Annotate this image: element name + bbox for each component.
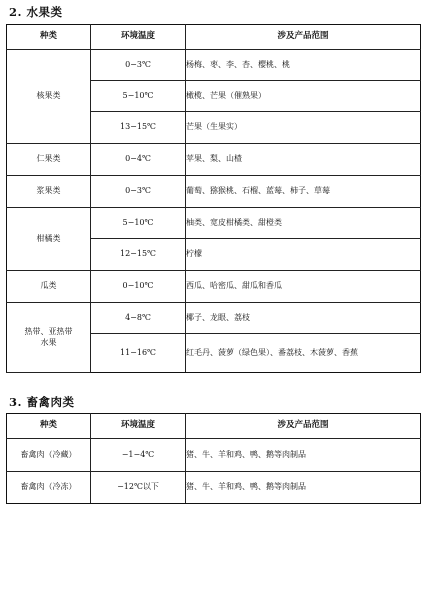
temperature-cell: −12℃以下	[91, 472, 186, 504]
header-temperature: 环境温度	[91, 25, 186, 50]
temperature-cell: 11−16℃	[91, 334, 186, 373]
category-cell: 浆果类	[7, 176, 91, 208]
temperature-cell: 0−3℃	[91, 176, 186, 208]
table-row	[7, 208, 421, 239]
header-temperature: 环境温度	[91, 414, 186, 439]
meat-section-title: 3. 畜禽肉类	[9, 395, 75, 409]
table-row	[7, 176, 421, 208]
header-category: 种类	[7, 414, 91, 439]
header-products: 涉及产品范围	[186, 414, 421, 439]
category-line: 热带、亚热带	[24, 326, 73, 336]
products-cell: 葡萄、猕猴桃、石榴、蓝莓、柿子、草莓	[186, 176, 421, 208]
category-line: 水果	[40, 337, 57, 347]
temperature-cell: 0−3℃	[91, 50, 186, 81]
products-cell: 椰子、龙眼、荔枝	[186, 303, 421, 334]
fruit-section-title: 2. 水果类	[9, 5, 63, 19]
products-cell: 红毛丹、菠萝（绿色果）、番荔枝、木菠萝、香蕉	[186, 334, 421, 373]
products-cell: 柚类、宽皮柑橘类、甜橙类	[186, 208, 421, 239]
temperature-cell: 0−10℃	[91, 271, 186, 303]
table-row	[7, 439, 421, 472]
temperature-cell: 5−10℃	[91, 208, 186, 239]
temperature-cell: −1−4℃	[91, 439, 186, 472]
products-cell: 猪、牛、羊和鸡、鸭、鹅等肉制品	[186, 439, 421, 472]
meat-table	[6, 413, 421, 504]
table-header-row	[7, 414, 421, 439]
table-row	[7, 472, 421, 504]
products-cell: 西瓜、哈密瓜、甜瓜和香瓜	[186, 271, 421, 303]
products-cell: 杨梅、枣、李、杏、樱桃、桃	[186, 50, 421, 81]
products-cell: 柠檬	[186, 239, 421, 271]
category-cell: 柑橘类	[7, 208, 91, 271]
products-cell: 芒果（生果实）	[186, 112, 421, 144]
temperature-cell: 13−15℃	[91, 112, 186, 144]
temperature-cell: 5−10℃	[91, 81, 186, 112]
table-row	[7, 50, 421, 81]
products-cell: 猪、牛、羊和鸡、鸭、鹅等肉制品	[186, 472, 421, 504]
products-cell: 橄榄、芒果（催熟果）	[186, 81, 421, 112]
category-cell: 仁果类	[7, 144, 91, 176]
header-category: 种类	[7, 25, 91, 50]
temperature-cell: 12−15℃	[91, 239, 186, 271]
fruit-table	[6, 24, 421, 373]
products-cell: 苹果、梨、山楂	[186, 144, 421, 176]
category-cell: 畜禽肉（冷冻）	[7, 472, 91, 504]
category-cell	[7, 303, 91, 373]
temperature-cell: 0−4℃	[91, 144, 186, 176]
table-row	[7, 271, 421, 303]
category-cell: 瓜类	[7, 271, 91, 303]
temperature-cell: 4−8℃	[91, 303, 186, 334]
table-header-row	[7, 25, 421, 50]
header-products: 涉及产品范围	[186, 25, 421, 50]
table-row	[7, 144, 421, 176]
table-row	[7, 303, 421, 334]
category-cell: 核果类	[7, 50, 91, 144]
category-cell: 畜禽肉（冷藏）	[7, 439, 91, 472]
